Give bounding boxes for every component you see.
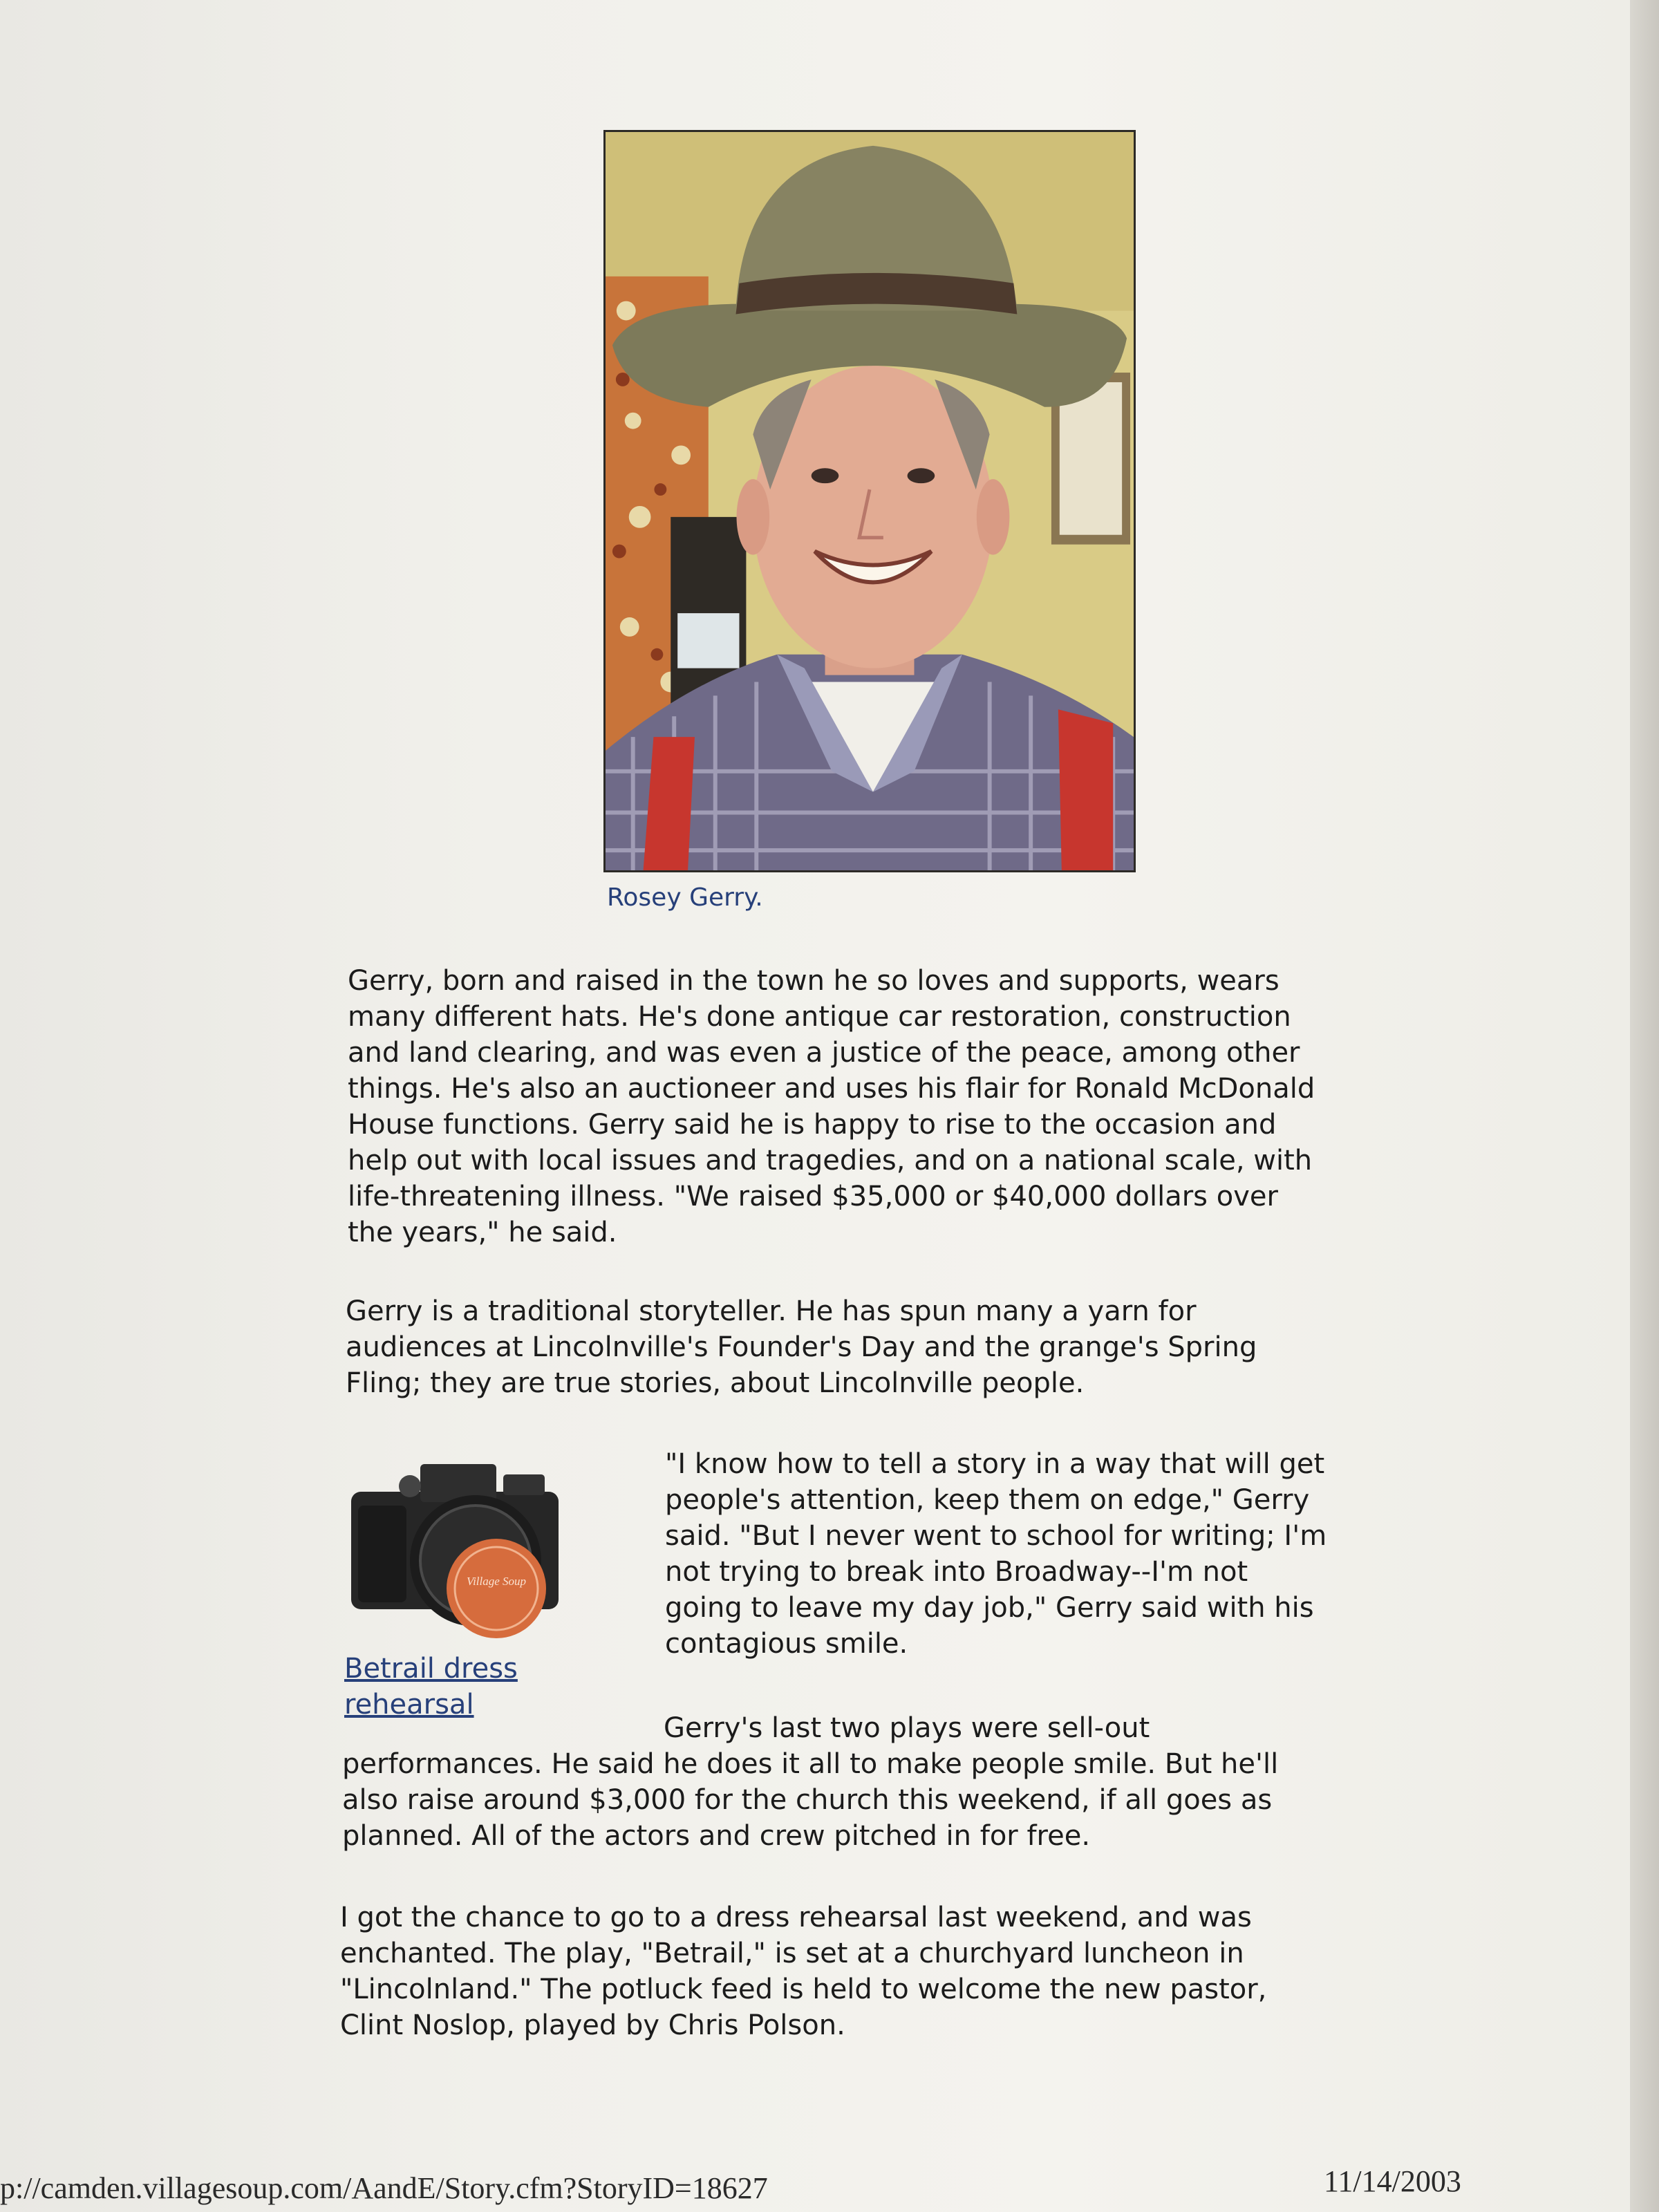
portrait-photo: [603, 130, 1136, 872]
paragraph-plays-first-line: Gerry's last two plays were sell-out: [664, 1712, 1150, 1744]
paragraph-plays: performances. He said he does it all to make people smile. But he'll also raise around $3,000 for the church this weekend, if all goes as planned. All of the actors and crew pitched in for free.: [342, 1748, 1279, 1852]
gallery-link-betrail-dress-rehearsal[interactable]: Betrail dress rehearsal: [344, 1653, 518, 1721]
paragraph-storyteller: Gerry is a traditional storyteller. He has spun many a yarn for audiences at Lincolnville's Founder's Day and the grange's Spring Fling; they are true stories, about Lincolnville people.: [346, 1295, 1257, 1399]
paragraph-background: Gerry, born and raised in the town he so loves and supports, wears many different hats. He's done antique car restoration, construction and land clearing, and was even a justice of the peace, among other things. He's also an auctioneer and uses his flair for Ronald McDonald House functions. Gerry said he is happy to rise to the occasion and help out with local issues and tragedies, and on a national scale, with life-threatening illness. "We raised $35,000 or $40,000 dollars over the years," he said.: [348, 965, 1315, 1248]
lens-cap-text: Village Soup: [466, 1575, 527, 1588]
paragraph-quote: "I know how to tell a story in a way that will get people's attention, keep them on edge," Gerry said. "But I never went to school for writing; I'm not trying to break into Broadway--I'm not going to leave my day job," Gerry said with his contagious smile.: [665, 1448, 1327, 1660]
footer-date: 11/14/2003: [1324, 2164, 1461, 2198]
portrait-illustration: [606, 132, 1134, 870]
paragraph-rehearsal: I got the chance to go to a dress rehearsal last weekend, and was enchanted. The play, "Betrail," is set at a churchyard luncheon in "Lincolnland." The potluck feed is held to welcome the new pastor, Clint Noslop, played by Chris Polson.: [340, 1902, 1267, 2041]
binder-edge: [1630, 0, 1659, 2212]
camera-icon[interactable]: [344, 1443, 572, 1651]
photo-caption: Rosey Gerry.: [607, 883, 763, 912]
footer-url: p://camden.villagesoup.com/AandE/Story.cfm?StoryID=18627: [0, 2171, 768, 2205]
